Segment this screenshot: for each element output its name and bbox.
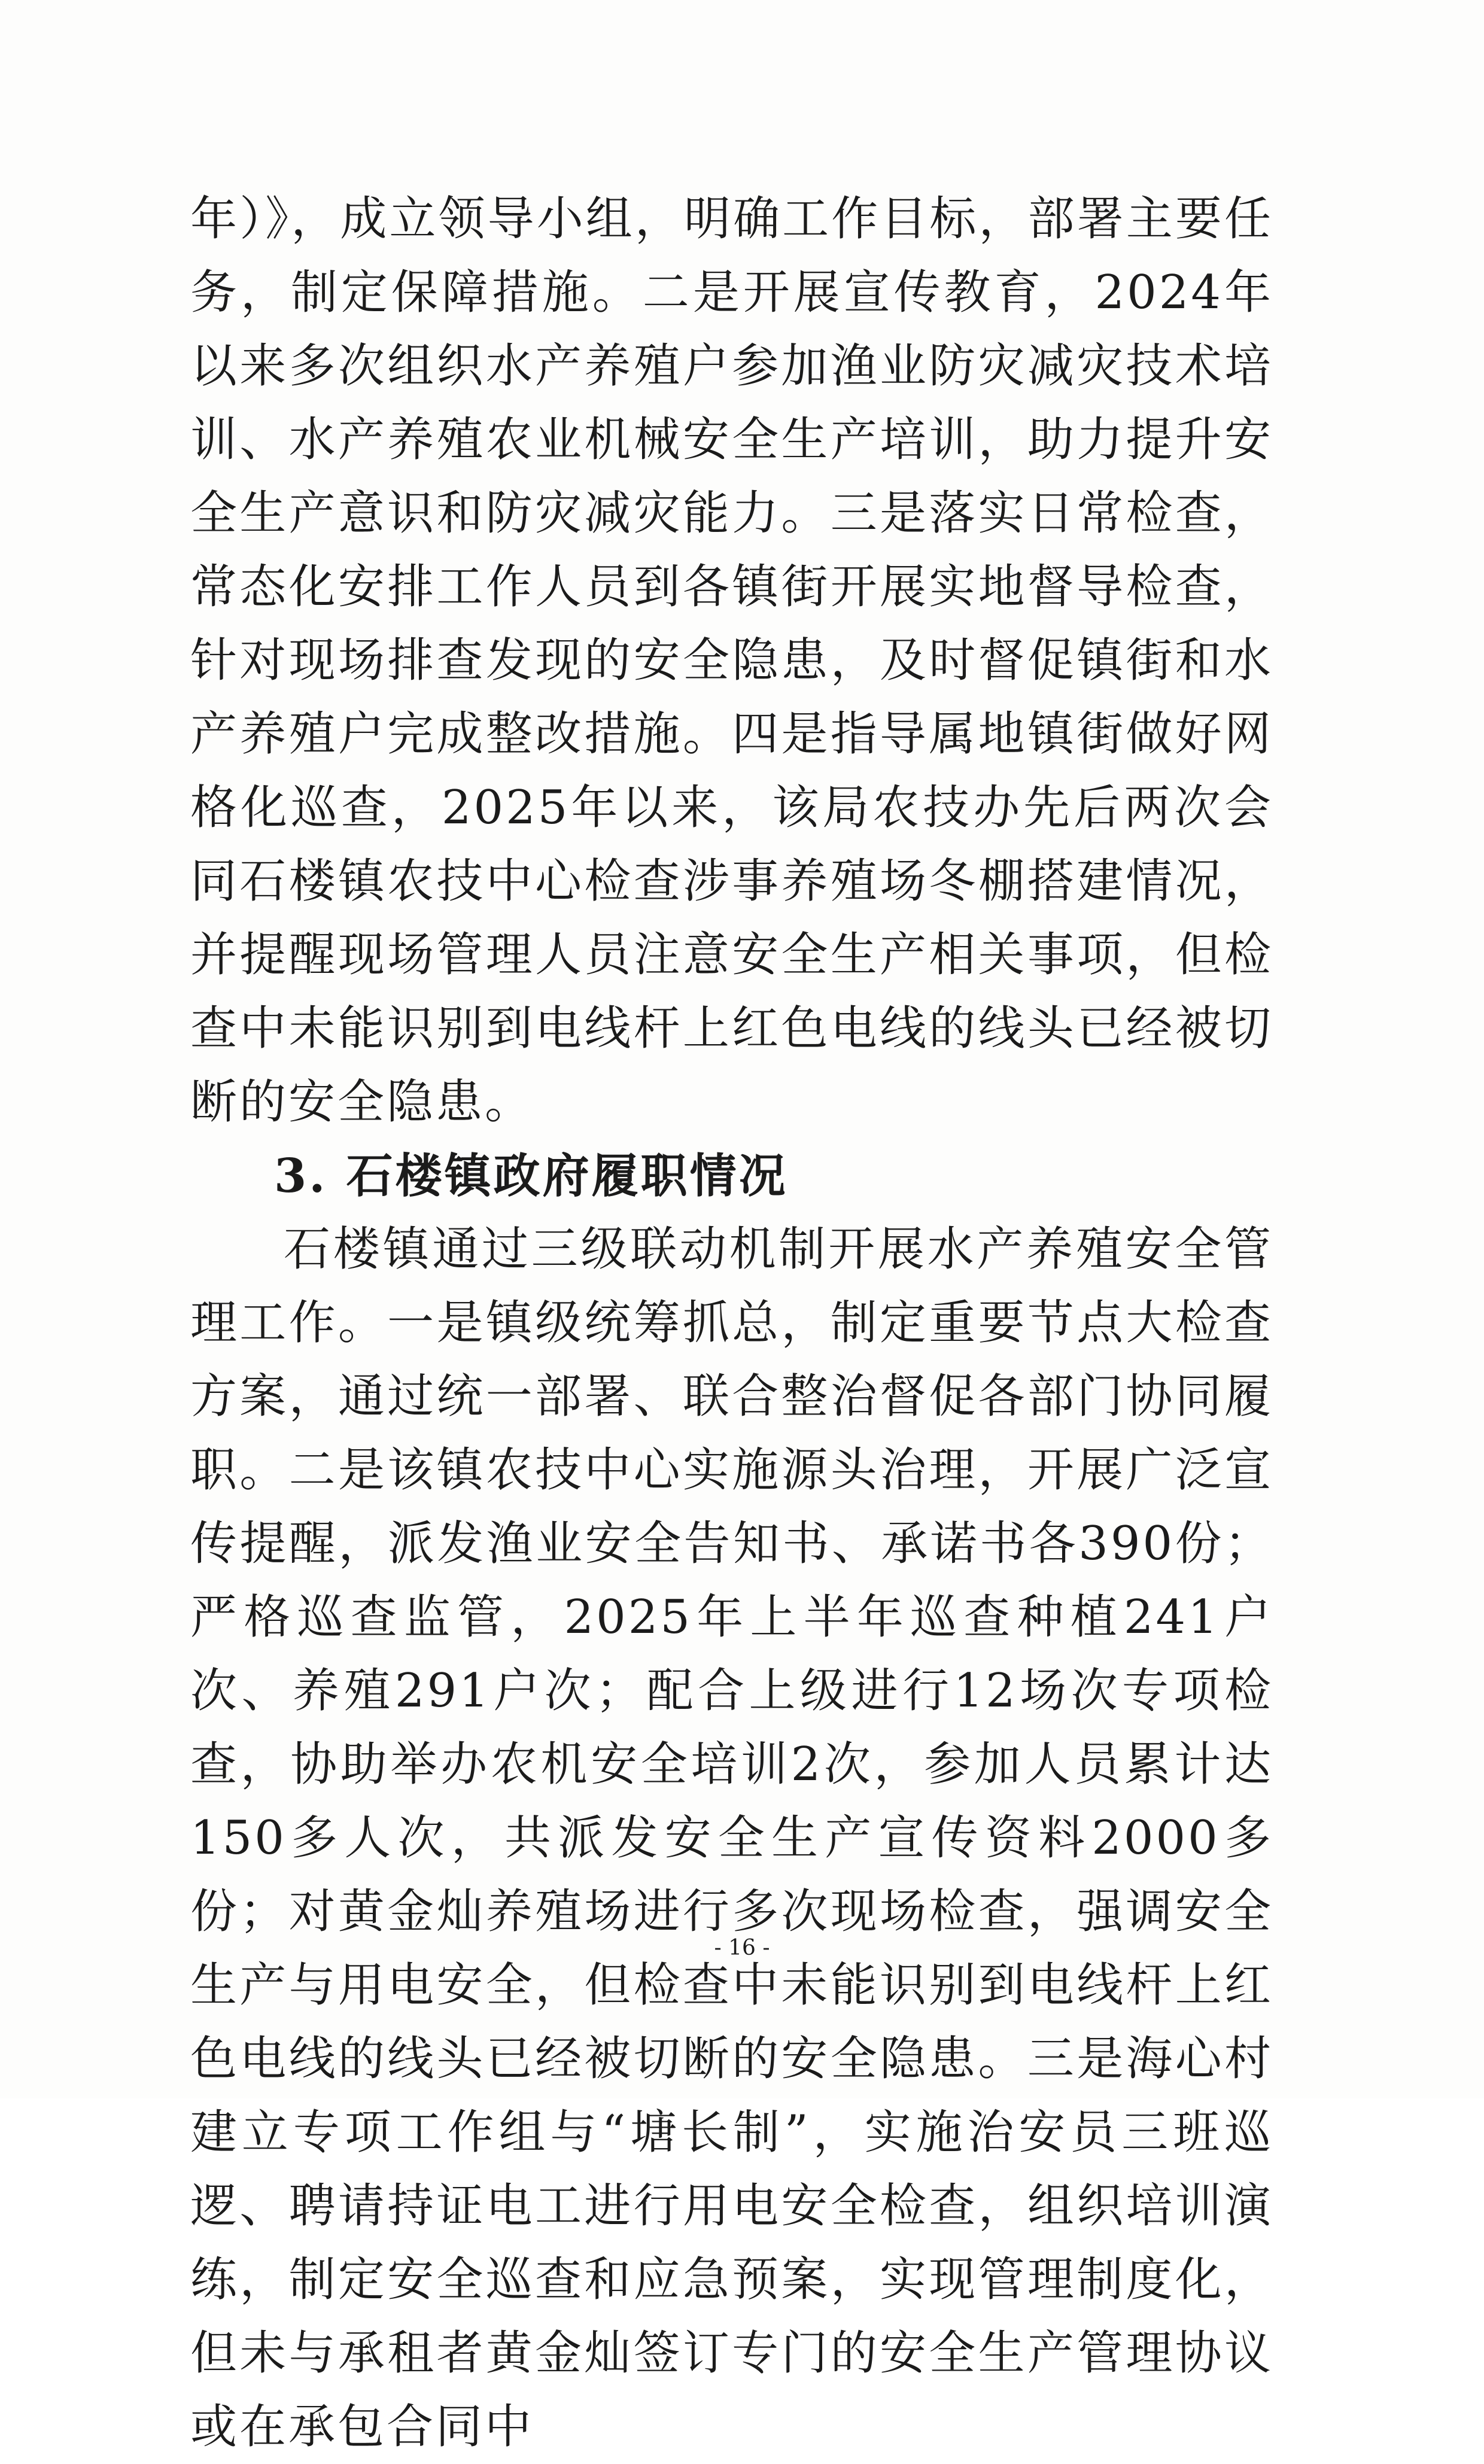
page-number: - 16 - [714, 1936, 770, 1960]
body-paragraph-continued: 年）》，成立领导小组，明确工作目标，部署主要任务，制定保障措施。二是开展宣传教育，2024年以来多次组织水产养殖户参加渔业防灾减灾技术培训、水产养殖农业机械安全生产培训，助力提升安全生产意识和防灾减灾能力。三是落实日常检查，常态化安排工作人员到各镇街开展实地督导检查，针对现场排查发现的安全隐患，及时督促镇街和水产养殖户完成整改措施。四是指导属地镇街做好网格化巡查，2025年以来，该局农技办先后两次会同石楼镇农技中心检查涉事养殖场冬棚搭建情况，并提醒现场管理人员注意安全生产相关事项，但检查中未能识别到电线杆上红色电线的线头已经被切断的安全隐患。 [190, 192, 1273, 1129]
section-heading: 3. 石楼镇政府履职情况 [274, 1149, 788, 1203]
document-body [190, 182, 1273, 2464]
body-paragraph: 石楼镇通过三级联动机制开展水产养殖安全管理工作。一是镇级统筹抓总，制定重要节点大检查方案，通过统一部署、联合整治督促各部门协同履职。二是该镇农技中心实施源头治理，开展广泛宣传提醒，派发渔业安全告知书、承诺书各390份；严格巡查监管，2025年上半年巡查种植241户次、养殖291户次；配合上级进行12场次专项检查，协助举办农机安全培训2次，参加人员累计达150多人次，共派发安全生产宣传资料2000多份；对黄金灿养殖场进行多次现场检查，强调安全生产与用电安全，但检查中未能识别到电线杆上红色电线的线头已经被切断的安全隐患。三是海心村建立专项工作组与“塘长制”，实施治安员三班巡逻、聘请持证电工进行用电安全检查，组织培训演练，制定安全巡查和应急预案，实现管理制度化，但未与承租者黄金灿签订专门的安全生产管理协议或在承包合同中 [190, 1222, 1273, 2454]
